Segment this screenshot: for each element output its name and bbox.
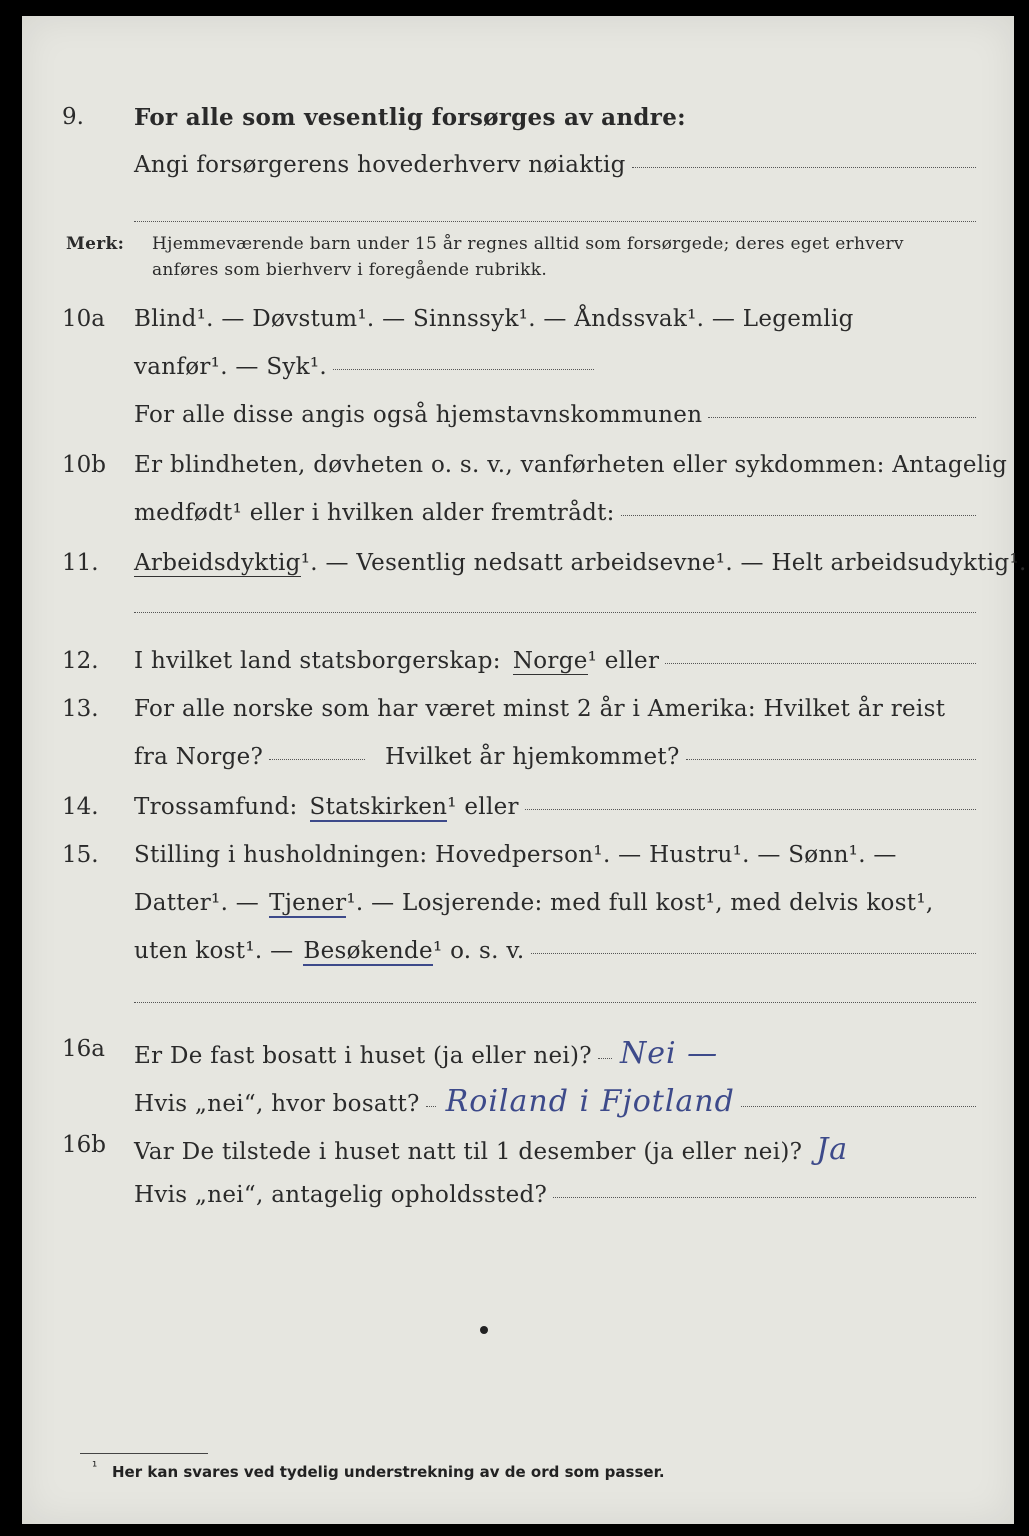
q9-number: 9. [62, 104, 84, 130]
q10a-line1 [134, 306, 854, 332]
q16a-text1: Er De fast bosatt i huset (ja eller nei)? [134, 1043, 592, 1069]
q10a-text1: Blind¹. — Døvstum¹. — Sinnssyk¹. — Åndssvak¹. — Legemlig [134, 306, 854, 332]
q16a-answer-field[interactable] [741, 1106, 976, 1107]
q11-extra-line [134, 612, 976, 613]
q14-answer-field[interactable] [525, 809, 976, 810]
q15-text3b: ¹ o. s. v. [432, 938, 525, 964]
q15-text2b: ¹. — Losjerende: med full kost¹, med delvis kost¹, [346, 890, 934, 916]
q10a-text2: vanfør¹. — Syk¹. [134, 354, 328, 380]
q10a-text3: For alle disse angis også hjemstavnskommunen [134, 402, 703, 428]
q14-line [134, 794, 976, 822]
q15-answer-field[interactable] [531, 953, 976, 954]
q16b-number: 16b [62, 1132, 106, 1158]
q10b-number: 10b [62, 452, 106, 478]
q16b-answer-field[interactable] [553, 1197, 976, 1198]
q16b-text1: Var De tilstede i huset natt til 1 desember (ja eller nei)? [134, 1139, 803, 1165]
q12-number: 12. [62, 648, 99, 674]
q16b-line1 [134, 1132, 976, 1167]
q13-line2 [134, 744, 976, 770]
q16a-line1 [134, 1036, 874, 1071]
merk-text2: anføres som bierhverv i foregående rubrikk. [152, 260, 548, 280]
q16b-text2: Hvis „nei“, antagelig opholdssted? [134, 1182, 548, 1208]
q14-number: 14. [62, 794, 99, 820]
q9-line1 [134, 104, 686, 131]
q13-text1: For alle norske som har været minst 2 år i Amerika: Hvilket år reist [134, 696, 946, 722]
q13-hjemkommet-field[interactable] [686, 759, 976, 760]
ink-dot [480, 1326, 488, 1334]
q11-number: 11. [62, 550, 99, 576]
q12-answer-field[interactable] [665, 663, 976, 664]
q10a-line2 [134, 354, 594, 380]
merk-label: Merk: [66, 234, 125, 254]
q9-line2 [134, 152, 976, 178]
q16b-line2 [134, 1182, 976, 1208]
q16a-number: 16a [62, 1036, 105, 1062]
q15-text2a: Datter¹. — [134, 890, 260, 916]
q12-norge-underlined[interactable]: Norge [512, 648, 588, 674]
q10a-number: 10a [62, 306, 105, 332]
q15-tjener-underlined[interactable]: Tjener [269, 890, 347, 916]
q15-line2 [134, 890, 934, 918]
q9-answer-field[interactable] [632, 167, 976, 168]
q12-line [134, 648, 976, 675]
q15-line1 [134, 842, 897, 868]
q10b-text2: medfødt¹ eller i hvilken alder fremtrådt: [134, 500, 615, 526]
q11-rest: ¹. — Vesentlig nedsatt arbeidsevne¹. — Helt arbeidsudyktig¹. [300, 550, 1027, 576]
q10b-line1 [134, 452, 1007, 478]
q9-text1: For alle som vesentlig forsørges av andre: [134, 104, 686, 131]
q15-besokende-underlined[interactable]: Besøkende [303, 938, 433, 964]
q10b-text1: Er blindheten, døvheten o. s. v., vanførheten eller sykdommen: Antagelig [134, 452, 1008, 478]
q14-statskirken-underlined[interactable]: Statskirken [309, 794, 448, 820]
q10a-syk-field[interactable] [333, 369, 594, 370]
q9-text2: Angi forsørgerens hovederhverv nøiaktig [134, 152, 626, 178]
q15-extra-line [134, 1002, 976, 1003]
q15-number: 15. [62, 842, 99, 868]
footnote-text: Her kan svares ved tydelig understrekning av de ord som passer. [112, 1463, 665, 1481]
footnote-mark: ¹ [92, 1460, 98, 1475]
q16b-handwritten-answer1[interactable]: Ja [816, 1132, 849, 1167]
q15-line3 [134, 938, 976, 966]
q16a-line2 [134, 1084, 976, 1119]
q13-number: 13. [62, 696, 99, 722]
q10b-answer-field[interactable] [621, 515, 976, 516]
q13-text2a: fra Norge? [134, 744, 264, 770]
q13-reist-field[interactable] [269, 759, 365, 760]
merk-text1: Hjemmeværende barn under 15 år regnes alltid som forsørgede; deres eget erhverv [152, 234, 904, 254]
q12-post: ¹ eller [587, 648, 660, 674]
q16a-handwritten-answer1[interactable]: Nei — [619, 1036, 719, 1071]
merk-line2 [152, 260, 547, 280]
census-form-page [22, 16, 1027, 1524]
q14-post: ¹ eller [447, 794, 519, 820]
q14-text: Trossamfund: [134, 794, 298, 820]
q15-text1: Stilling i husholdningen: Hovedperson¹. — Hustru¹. — Sønn¹. — [134, 842, 897, 868]
q16a-text2: Hvis „nei“, hvor bosatt? [134, 1091, 420, 1117]
q10b-line2 [134, 500, 976, 526]
q13-line1 [134, 696, 945, 722]
merk-note [66, 234, 904, 254]
q13-text2b: Hvilket år hjemkommet? [385, 744, 680, 770]
q16a-lead2 [426, 1106, 436, 1107]
q16a-lead1 [598, 1058, 612, 1059]
q9-extra-line [134, 221, 976, 222]
q16a-handwritten-answer2[interactable]: Roiland i Fjotland [445, 1084, 735, 1119]
q10a-line3 [134, 402, 976, 428]
q11-line [134, 550, 1027, 577]
q12-text: I hvilket land statsborgerskap: [134, 648, 501, 674]
q10a-hjemstavn-field[interactable] [708, 417, 976, 418]
footnote-rule [80, 1453, 208, 1454]
footnote [92, 1460, 665, 1481]
q15-text3a: uten kost¹. — [134, 938, 294, 964]
q11-arbeidsdyktig-underlined[interactable]: Arbeidsdyktig [134, 550, 301, 576]
